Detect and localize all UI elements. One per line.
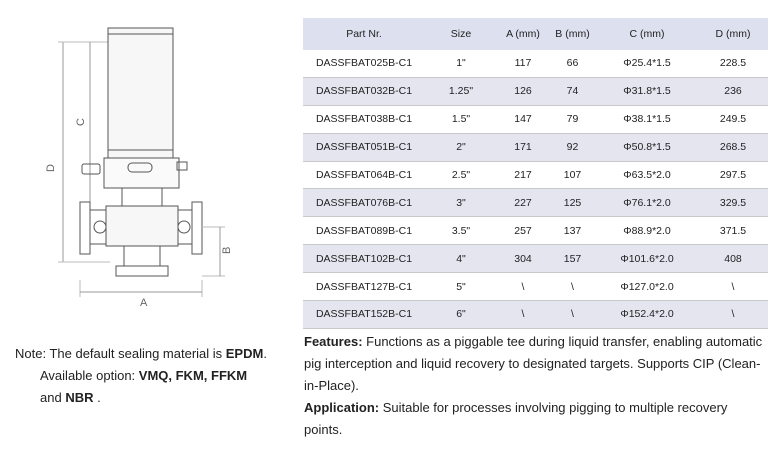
table-cell: DASSFBAT089B-C1 <box>303 217 425 245</box>
table-cell: 408 <box>698 245 768 273</box>
features-text: Functions as a piggable tee during liquid transfer, enabling automatic pig interception and liquid recovery to designated targets. Supports CIP (Clean-in-Place). <box>304 334 763 393</box>
table-row <box>303 105 768 133</box>
table-cell: Φ38.1*1.5 <box>596 105 698 133</box>
note-suffix: . <box>263 346 267 361</box>
table-row <box>303 301 768 329</box>
features-block <box>304 331 764 441</box>
table-cell: DASSFBAT127B-C1 <box>303 273 425 301</box>
table-row <box>303 50 768 77</box>
table-cell: 371.5 <box>698 217 768 245</box>
col-header-size: Size <box>425 18 497 50</box>
table-cell: \ <box>549 273 596 301</box>
table-cell: \ <box>497 301 549 329</box>
application-text: Suitable for processes involving pigging to multiple recovery points. <box>304 400 728 437</box>
table-cell: 297.5 <box>698 161 768 189</box>
col-header-d: D (mm) <box>698 18 768 50</box>
table-cell: Φ152.4*2.0 <box>596 301 698 329</box>
col-header-a: A (mm) <box>497 18 549 50</box>
table-cell: Φ88.9*2.0 <box>596 217 698 245</box>
table-row <box>303 217 768 245</box>
table-cell: \ <box>497 273 549 301</box>
table-cell: 228.5 <box>698 50 768 77</box>
dim-label-c: C <box>75 118 87 126</box>
table-cell: Φ76.1*2.0 <box>596 189 698 217</box>
table-row <box>303 77 768 105</box>
table-cell: 171 <box>497 133 549 161</box>
table-cell: 4" <box>425 245 497 273</box>
note-line-3 <box>15 387 290 409</box>
table-cell: 137 <box>549 217 596 245</box>
table-cell: DASSFBAT025B-C1 <box>303 50 425 77</box>
table-row <box>303 189 768 217</box>
table-cell: 268.5 <box>698 133 768 161</box>
table-cell: DASSFBAT076B-C1 <box>303 189 425 217</box>
note-available-label: Available option: <box>40 368 139 383</box>
table-cell: 227 <box>497 189 549 217</box>
dim-label-a: A <box>140 297 148 309</box>
valve-dimension-drawing <box>40 22 270 312</box>
table-cell: DASSFBAT038B-C1 <box>303 105 425 133</box>
table-cell: 1.5" <box>425 105 497 133</box>
table-cell: 3" <box>425 189 497 217</box>
table-cell: 117 <box>497 50 549 77</box>
application-label: Application: <box>304 400 380 415</box>
table-cell: DASSFBAT032B-C1 <box>303 77 425 105</box>
table-cell: 1" <box>425 50 497 77</box>
table-cell: 66 <box>549 50 596 77</box>
col-header-b: B (mm) <box>549 18 596 50</box>
table-cell: Φ50.8*1.5 <box>596 133 698 161</box>
table-cell: Φ101.6*2.0 <box>596 245 698 273</box>
table-cell: DASSFBAT152B-C1 <box>303 301 425 329</box>
table-cell: 5" <box>425 273 497 301</box>
table-cell: Φ127.0*2.0 <box>596 273 698 301</box>
table-row <box>303 273 768 301</box>
table-cell: 257 <box>497 217 549 245</box>
table-cell: 74 <box>549 77 596 105</box>
table-cell: DASSFBAT102B-C1 <box>303 245 425 273</box>
note-and-label: and <box>40 390 66 405</box>
note-options: VMQ, FKM, FFKM <box>138 368 248 383</box>
table-row <box>303 161 768 189</box>
table-cell: DASSFBAT051B-C1 <box>303 133 425 161</box>
note-prefix: Note: The default sealing material is <box>15 346 226 361</box>
note-line-1 <box>15 343 290 365</box>
table-cell: 1.25" <box>425 77 497 105</box>
table-cell: 2.5" <box>425 161 497 189</box>
sealing-note <box>15 343 290 409</box>
table-cell: 217 <box>497 161 549 189</box>
note-default-material: EPDM <box>225 346 264 361</box>
table-row <box>303 133 768 161</box>
table-cell: 126 <box>497 77 549 105</box>
table-cell: 6" <box>425 301 497 329</box>
table-cell: 92 <box>549 133 596 161</box>
table-cell: 107 <box>549 161 596 189</box>
table-cell: Φ25.4*1.5 <box>596 50 698 77</box>
col-header-c: C (mm) <box>596 18 698 50</box>
table-cell: DASSFBAT064B-C1 <box>303 161 425 189</box>
table-cell: 249.5 <box>698 105 768 133</box>
table-cell: 3.5" <box>425 217 497 245</box>
table-cell: 2" <box>425 133 497 161</box>
features-paragraph <box>304 331 764 397</box>
table-cell: Φ63.5*2.0 <box>596 161 698 189</box>
table-cell: 157 <box>549 245 596 273</box>
table-row <box>303 245 768 273</box>
table-cell: \ <box>698 273 768 301</box>
table-cell: 329.5 <box>698 189 768 217</box>
table-cell: 304 <box>497 245 549 273</box>
table-cell: 125 <box>549 189 596 217</box>
dim-label-b: B <box>221 246 233 254</box>
note-end: . <box>93 390 101 405</box>
table-cell: 79 <box>549 105 596 133</box>
note-line-2 <box>15 365 290 387</box>
table-cell: Φ31.8*1.5 <box>596 77 698 105</box>
table-header-row <box>303 18 768 50</box>
table-cell: 236 <box>698 77 768 105</box>
application-paragraph <box>304 397 764 441</box>
note-last-option: NBR <box>65 390 94 405</box>
col-header-part-nr: Part Nr. <box>303 18 425 50</box>
table-cell: \ <box>698 301 768 329</box>
features-label: Features: <box>304 334 363 349</box>
table-cell: 147 <box>497 105 549 133</box>
spec-table <box>303 18 768 329</box>
dim-label-d: D <box>45 164 57 172</box>
table-cell: \ <box>549 301 596 329</box>
